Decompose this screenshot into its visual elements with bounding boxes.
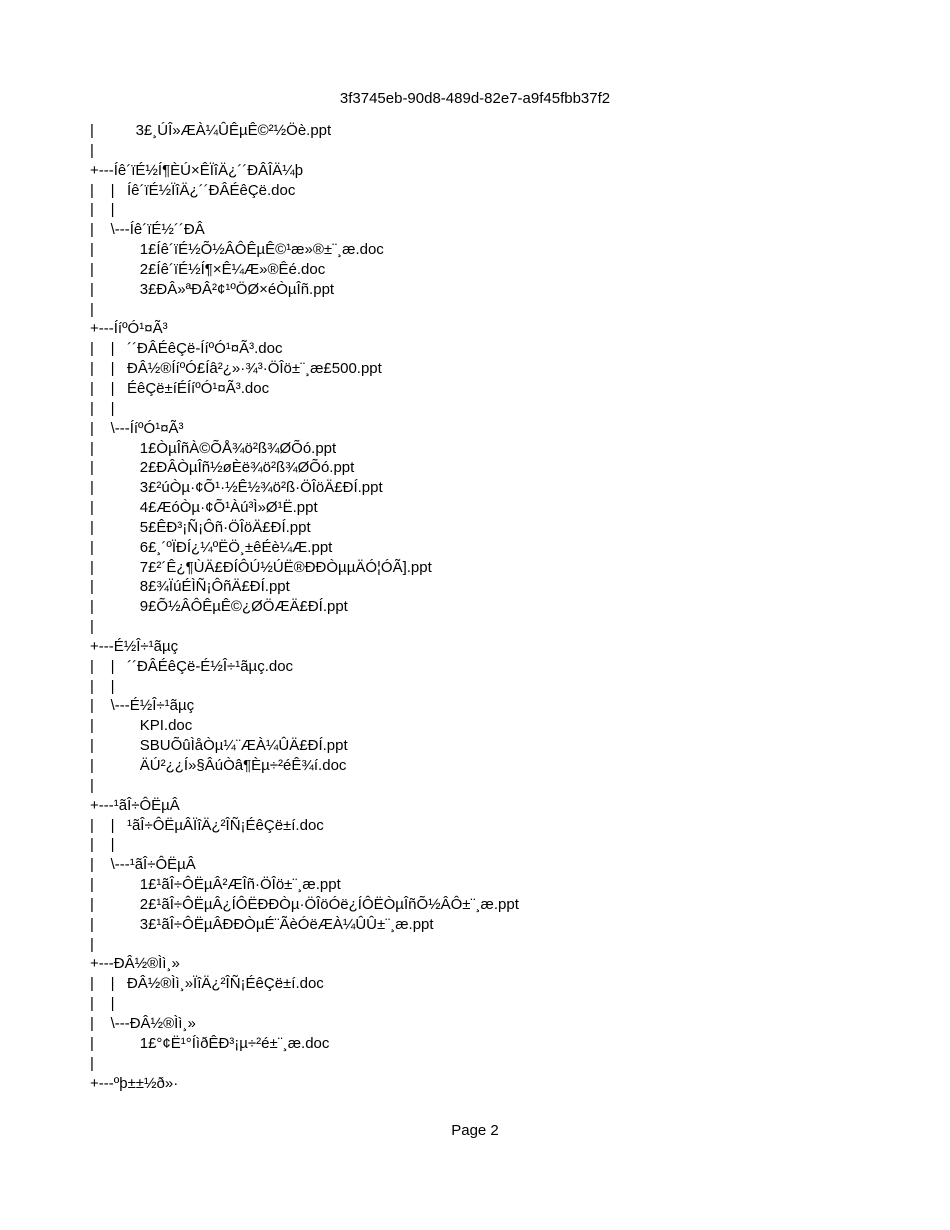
tree-line: | 2£¹ãÎ÷ÔËµÂ¿ÍÔËÐÐÒµ·ÖÎöÓë¿ÍÔËÒµÎñÕ½ÂÔ±¨¸æ.ppt [90, 895, 519, 913]
tree-line: | | [90, 995, 115, 1013]
tree-line: | 2£Íê´ïÉ½Í¶×Ê¼Æ»®Êé.doc [90, 260, 326, 278]
tree-line: | 2£ÐÂÒµÎñ½øÈë¾ö²ß¾ØÕó.ppt [90, 459, 355, 477]
tree-line: | KPI.doc [90, 717, 193, 735]
tree-line: | [90, 141, 94, 159]
tree-line: | [90, 776, 94, 794]
tree-line: | [90, 618, 94, 636]
tree-line: | 1£¹ãÎ÷ÔËµÂ²ÆÎñ·ÖÎö±¨¸æ.ppt [90, 876, 341, 894]
tree-line: | \---É½Î÷¹ãµç [90, 697, 195, 715]
tree-line: | 1£°¢Ë¹°ÍìðÊÐ³¡µ÷²é±¨¸æ.doc [90, 1034, 330, 1052]
tree-line: | ÄÚ²¿¿Í»§ÂúÒâ¶Èµ÷²éÊ¾í.doc [90, 757, 347, 774]
tree-line: | 5£ÊÐ³¡Ñ¡Ôñ·ÖÎöÄ£ÐÍ.ppt [90, 518, 311, 536]
tree-line: | SBUÕûÌåÒµ¼¨ÆÀ¼ÛÄ£ÐÍ.ppt [90, 737, 348, 755]
tree-line: +---Íê´ïÉ½Í¶ÈÚ×ÊÏîÄ¿´´ÐÂÎÄ¼þ [90, 161, 304, 179]
tree-line: | 6£¸´ºÏÐÍ¿¼ºËÖ¸±êÉè¼Æ.ppt [90, 538, 333, 556]
tree-line: +---¹ãÎ÷ÔËµÂ [90, 796, 180, 814]
tree-line: | | ÉêÇë±íÉÍíºÓ¹¤Ã³.doc [90, 379, 270, 397]
tree-line: | | ¹ãÎ÷ÔËµÂÏîÄ¿²ÎÑ¡ÉêÇë±í.doc [90, 816, 324, 834]
tree-line: | 7£²´Ê¿¶ÙÄ£ÐÍÔÚ½ÚË®ÐÐÒµµÄÓ¦ÓÃ].ppt [90, 558, 432, 576]
tree-line: | 9£Õ½ÂÔÊµÊ©¿ØÖÆÄ£ÐÍ.ppt [90, 598, 348, 616]
tree-line: | [90, 935, 94, 953]
tree-line: | | [90, 399, 115, 417]
tree-line: +---ºþ±±½ð»· [90, 1074, 179, 1092]
tree-line: | | ÐÂ½®ÍíºÓ£Íâ²¿»·¾³·ÖÎö±¨¸æ£500.ppt [90, 360, 382, 378]
page-footer: Page 2 [451, 1122, 499, 1139]
tree-line: | \---ÐÂ½®Ìì¸» [90, 1014, 196, 1032]
tree-line: | | Íê´ïÉ½ÏîÄ¿´´ÐÂÉêÇë.doc [90, 181, 296, 199]
tree-line: | \---¹ãÎ÷ÔËµÂ [90, 856, 196, 874]
tree-line: +---É½Î÷¹ãµç [90, 637, 179, 655]
tree-line: +---ÐÂ½®Ìì¸» [90, 955, 180, 973]
tree-line: | 3£¸ÚÎ»ÆÀ¼ÛÊµÊ©²½Öè.ppt [90, 122, 332, 139]
tree-line: | [90, 1054, 94, 1072]
page-header-id: 3f3745eb-90d8-489d-82e7-a9f45fbb37f2 [339, 90, 611, 107]
tree-line: | | [90, 201, 115, 219]
tree-line: +---ÍíºÓ¹¤Ã³ [90, 320, 168, 338]
tree-line: | | ´´ÐÂÉêÇë-ÍíºÓ¹¤Ã³.doc [90, 340, 283, 358]
tree-line: | 4£ÆóÒµ·¢Õ¹Àú³Ì»Ø¹Ë.ppt [90, 499, 318, 517]
tree-line: | | [90, 677, 115, 695]
tree-line: | 3£ÐÂ»ªÐÂ²¢¹ºÖØ×éÒµÎñ.ppt [90, 280, 335, 298]
tree-line: | 8£¾ÏúÉÌÑ¡ÔñÄ£ÐÍ.ppt [90, 578, 290, 596]
tree-line: | 1£Íê´ïÉ½Õ½ÂÔÊµÊ©¹æ»®±¨¸æ.doc [90, 241, 384, 259]
tree-line: | 3£¹ãÎ÷ÔËµÂÐÐÒµÉ¨ÃèÓëÆÀ¼ÛÛ±¨¸æ.ppt [90, 915, 434, 933]
tree-line: | | ´´ÐÂÉêÇë-É½Î÷¹ãµç.doc [90, 657, 294, 675]
tree-line: | 1£ÒµÎñÀ©ÕÅ¾ö²ß¾ØÕó.ppt [90, 439, 337, 457]
tree-line: | | [90, 836, 115, 854]
tree-line: | | ÐÂ½®Ìì¸»ÏîÄ¿²ÎÑ¡ÉêÇë±í.doc [90, 975, 324, 993]
directory-tree [90, 121, 519, 1093]
tree-line: | [90, 300, 94, 318]
tree-line: | 3£²úÒµ·¢Õ¹·½Ê½¾ö²ß·ÖÎöÄ£ÐÍ.ppt [90, 479, 383, 497]
tree-line: | \---ÍíºÓ¹¤Ã³ [90, 419, 184, 437]
tree-line: | \---Íê´ïÉ½´´ÐÂ [90, 221, 205, 239]
